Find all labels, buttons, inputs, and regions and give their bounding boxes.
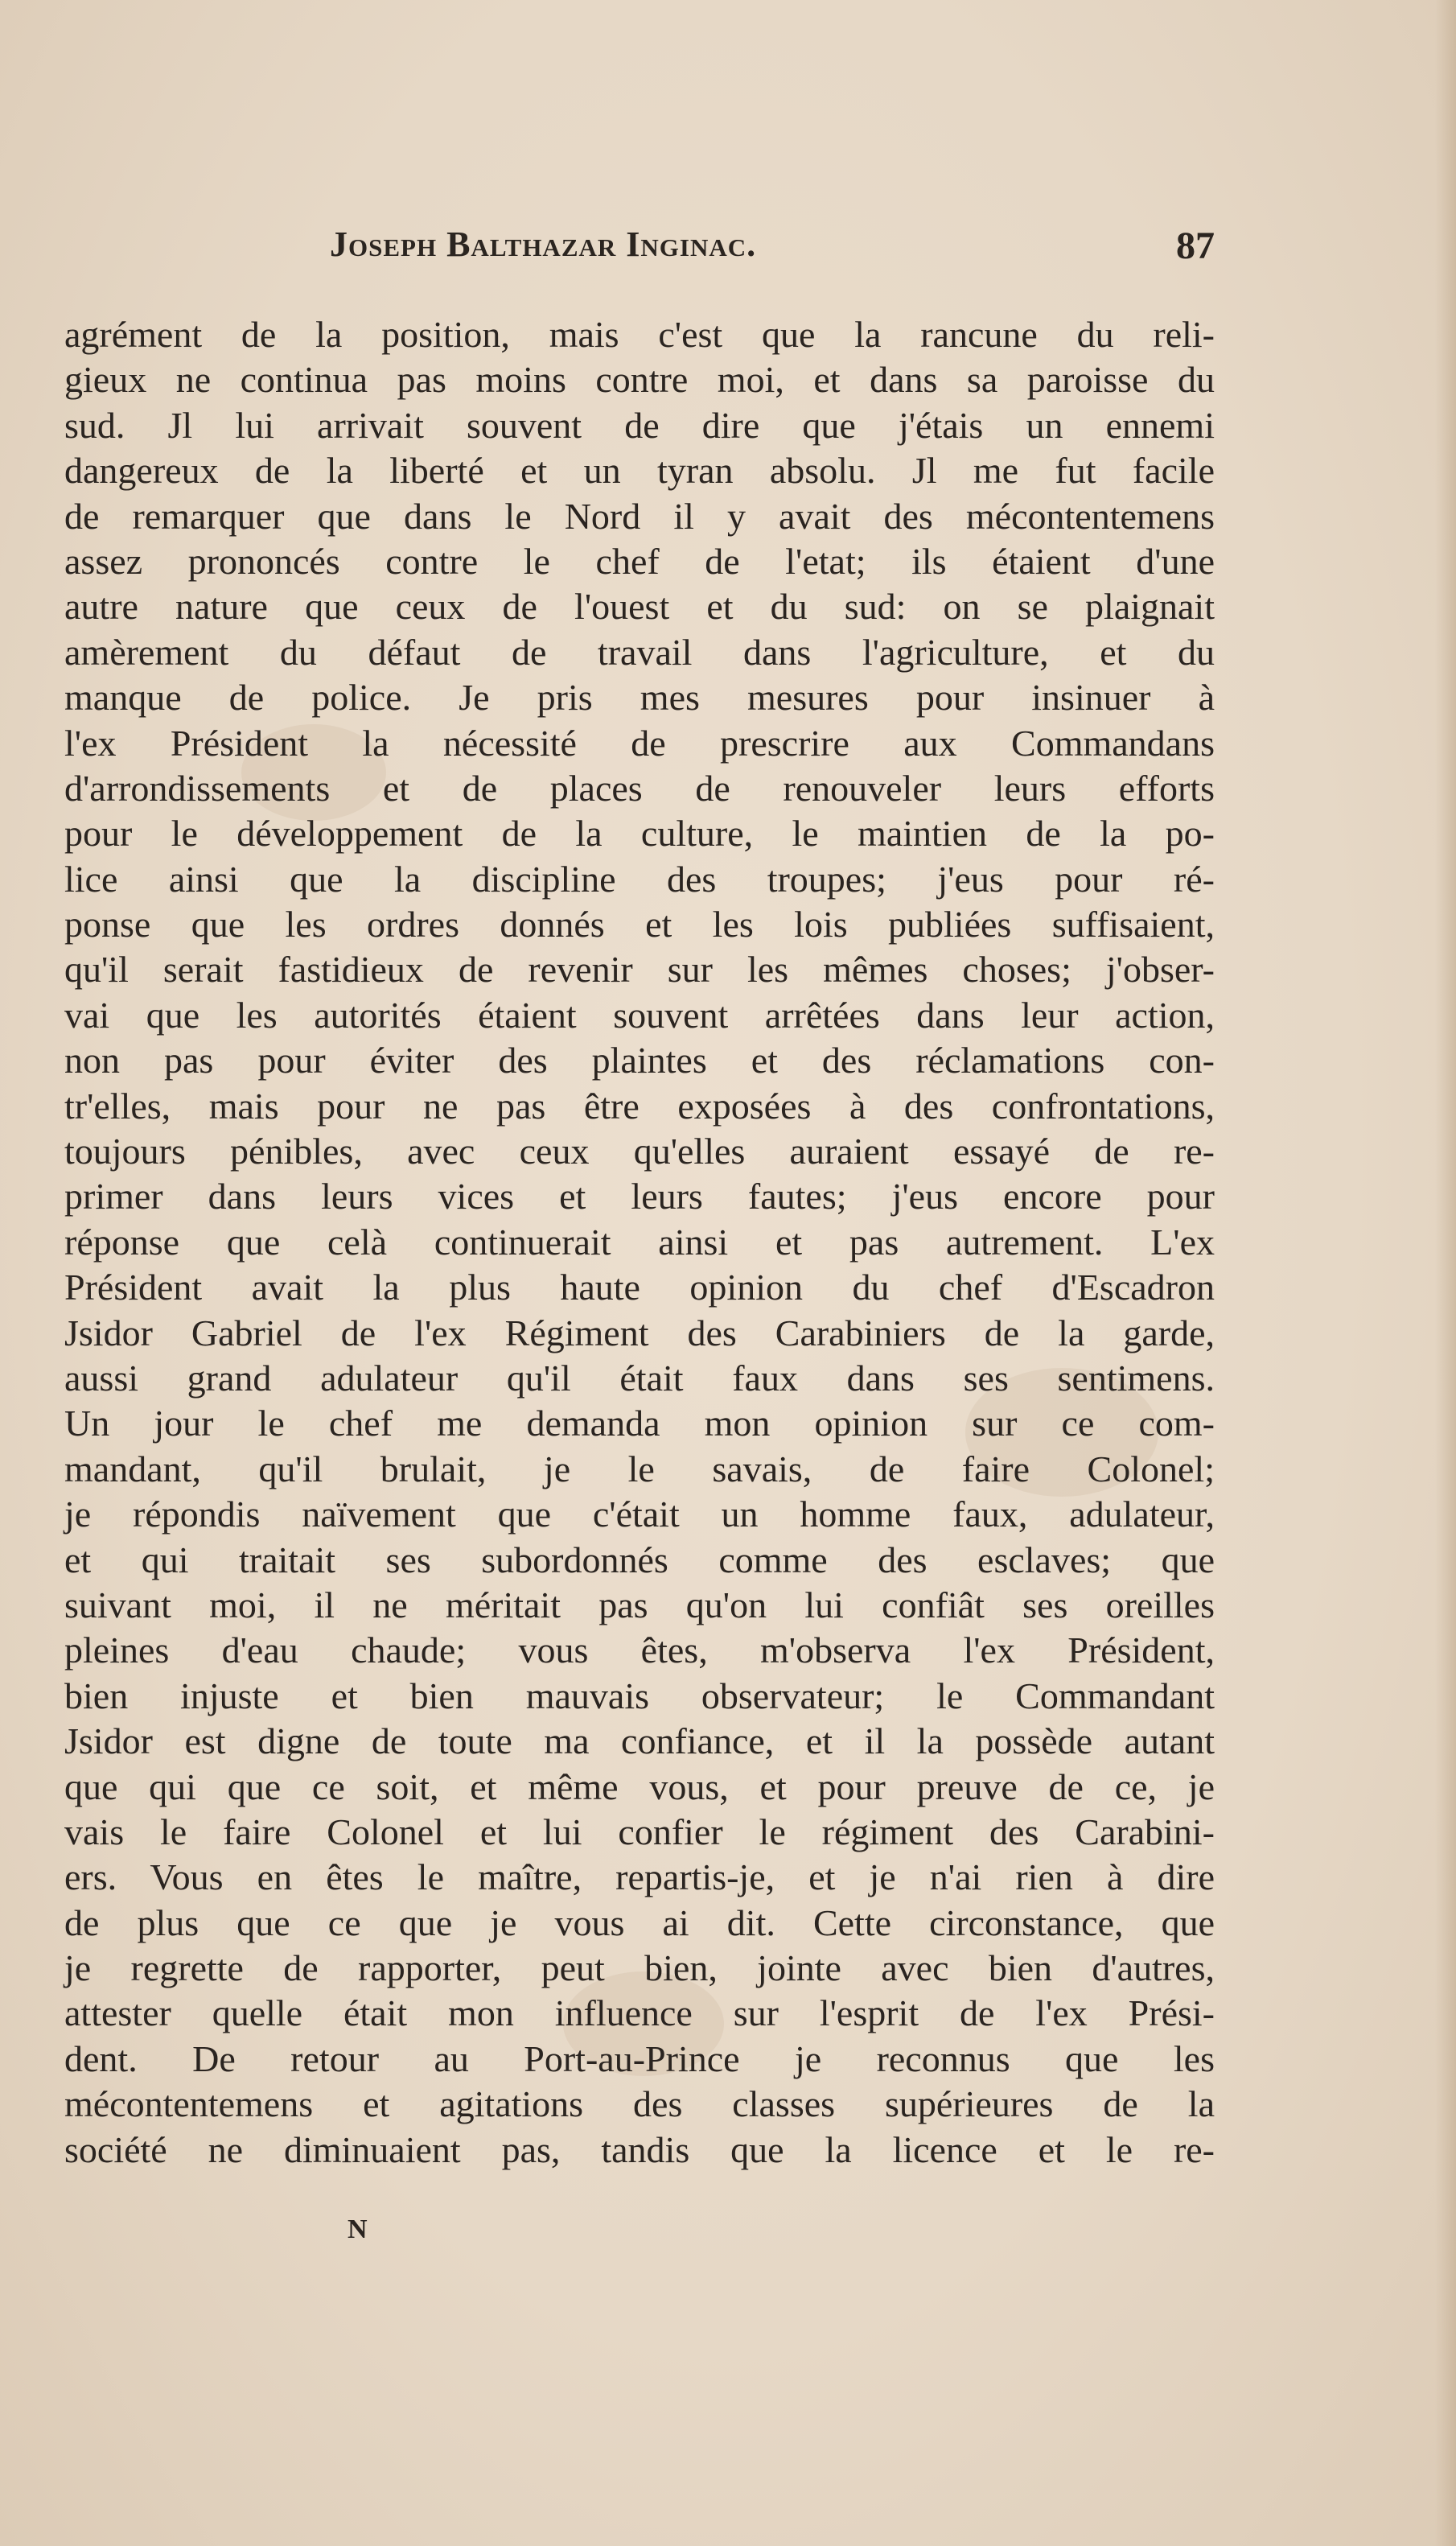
- text-line: Président avait la plus haute opinion du chef d'Escadron: [64, 1267, 1215, 1308]
- text-line: lice ainsi que la discipline des troupes; j'eus pour ré-: [64, 858, 1215, 900]
- text-line: Jsidor est digne de toute ma confiance, et il la possède autant: [64, 1720, 1215, 1762]
- text-line: dangereux de la liberté et un tyran absolu. Jl me fut facile: [64, 450, 1215, 492]
- text-line: que qui que ce soit, et même vous, et pour preuve de ce, je: [64, 1765, 1215, 1807]
- text-line: société ne diminuaient pas, tandis que la licence et le re-: [64, 2128, 1215, 2170]
- text-line: sud. Jl lui arrivait souvent de dire que j'étais un ennemi: [64, 404, 1215, 446]
- signature-mark: N: [348, 2214, 368, 2244]
- text-line: l'ex Président la nécessité de prescrire aux Commandans: [64, 722, 1215, 764]
- text-line: vais le faire Colonel et lui confier le régiment des Carabini-: [64, 1811, 1215, 1852]
- running-header: [330, 224, 1215, 280]
- text-line: tr'elles, mais pour ne pas être exposées à des confrontations,: [64, 1085, 1215, 1127]
- text-line: agrément de la position, mais c'est que la rancune du reli-: [64, 314, 1215, 355]
- text-line: autre nature que ceux de l'ouest et du sud: on se plaignait: [64, 586, 1215, 628]
- text-line: attester quelle était mon influence sur l'esprit de l'ex Prési-: [64, 1992, 1215, 2034]
- text-line: aussi grand adulateur qu'il était faux dans ses sentimens.: [64, 1357, 1215, 1399]
- text-line: amèrement du défaut de travail dans l'agriculture, et du: [64, 631, 1215, 673]
- text-line: je répondis naïvement que c'était un homme faux, adulateur,: [64, 1493, 1215, 1535]
- body-text: [64, 312, 1215, 2173]
- text-line: bien injuste et bien mauvais observateur; le Commandant: [64, 1675, 1215, 1716]
- text-line: d'arrondissements et de places de renouveler leurs efforts: [64, 767, 1215, 809]
- text-line: et qui traitait ses subordonnés comme des esclaves; que: [64, 1539, 1215, 1580]
- text-line: mandant, qu'il brulait, je le savais, de faire Colonel;: [64, 1448, 1215, 1489]
- text-line: de remarquer que dans le Nord il y avait des mécontentemens: [64, 495, 1215, 537]
- text-line: mécontentemens et agitations des classes supérieures de la: [64, 2083, 1215, 2125]
- text-line: toujours pénibles, avec ceux qu'elles auraient essayé de re-: [64, 1131, 1215, 1172]
- text-line: pleines d'eau chaude; vous êtes, m'observa l'ex Président,: [64, 1629, 1215, 1671]
- text-line: manque de police. Je pris mes mesures pour insinuer à: [64, 677, 1215, 719]
- text-line: primer dans leurs vices et leurs fautes; j'eus encore pour: [64, 1176, 1215, 1217]
- text-line: gieux ne continua pas moins contre moi, et dans sa paroisse du: [64, 359, 1215, 401]
- page-edge: [1435, 0, 1456, 2546]
- running-title: Joseph Balthazar Inginac.: [330, 225, 757, 264]
- text-line: je regrette de rapporter, peut bien, jointe avec bien d'autres,: [64, 1947, 1215, 1989]
- text-line: qu'il serait fastidieux de revenir sur les mêmes choses; j'obser-: [64, 949, 1215, 991]
- text-line: suivant moi, il ne méritait pas qu'on lui confiât ses oreilles: [64, 1584, 1215, 1625]
- text-line: ponse que les ordres donnés et les lois publiées suffisaient,: [64, 904, 1215, 945]
- text-line: Un jour le chef me demanda mon opinion sur ce com-: [64, 1403, 1215, 1444]
- text-line: ers. Vous en êtes le maître, repartis-je, et je n'ai rien à dire: [64, 1856, 1215, 1898]
- page-number: 87: [1176, 225, 1215, 267]
- text-line: vai que les autorités étaient souvent arrêtées dans leur action,: [64, 994, 1215, 1036]
- text-line: Jsidor Gabriel de l'ex Régiment des Carabiniers de la garde,: [64, 1312, 1215, 1353]
- text-line: réponse que celà continuerait ainsi et pas autrement. L'ex: [64, 1221, 1215, 1263]
- text-line: non pas pour éviter des plaintes et des réclamations con-: [64, 1040, 1215, 1081]
- text-line: de plus que ce que je vous ai dit. Cette circonstance, que: [64, 1901, 1215, 1943]
- text-line: dent. De retour au Port-au-Prince je reconnus que les: [64, 2037, 1215, 2079]
- text-line: assez prononcés contre le chef de l'etat; ils étaient d'une: [64, 540, 1215, 582]
- text-line: pour le développement de la culture, le maintien de la po-: [64, 813, 1215, 855]
